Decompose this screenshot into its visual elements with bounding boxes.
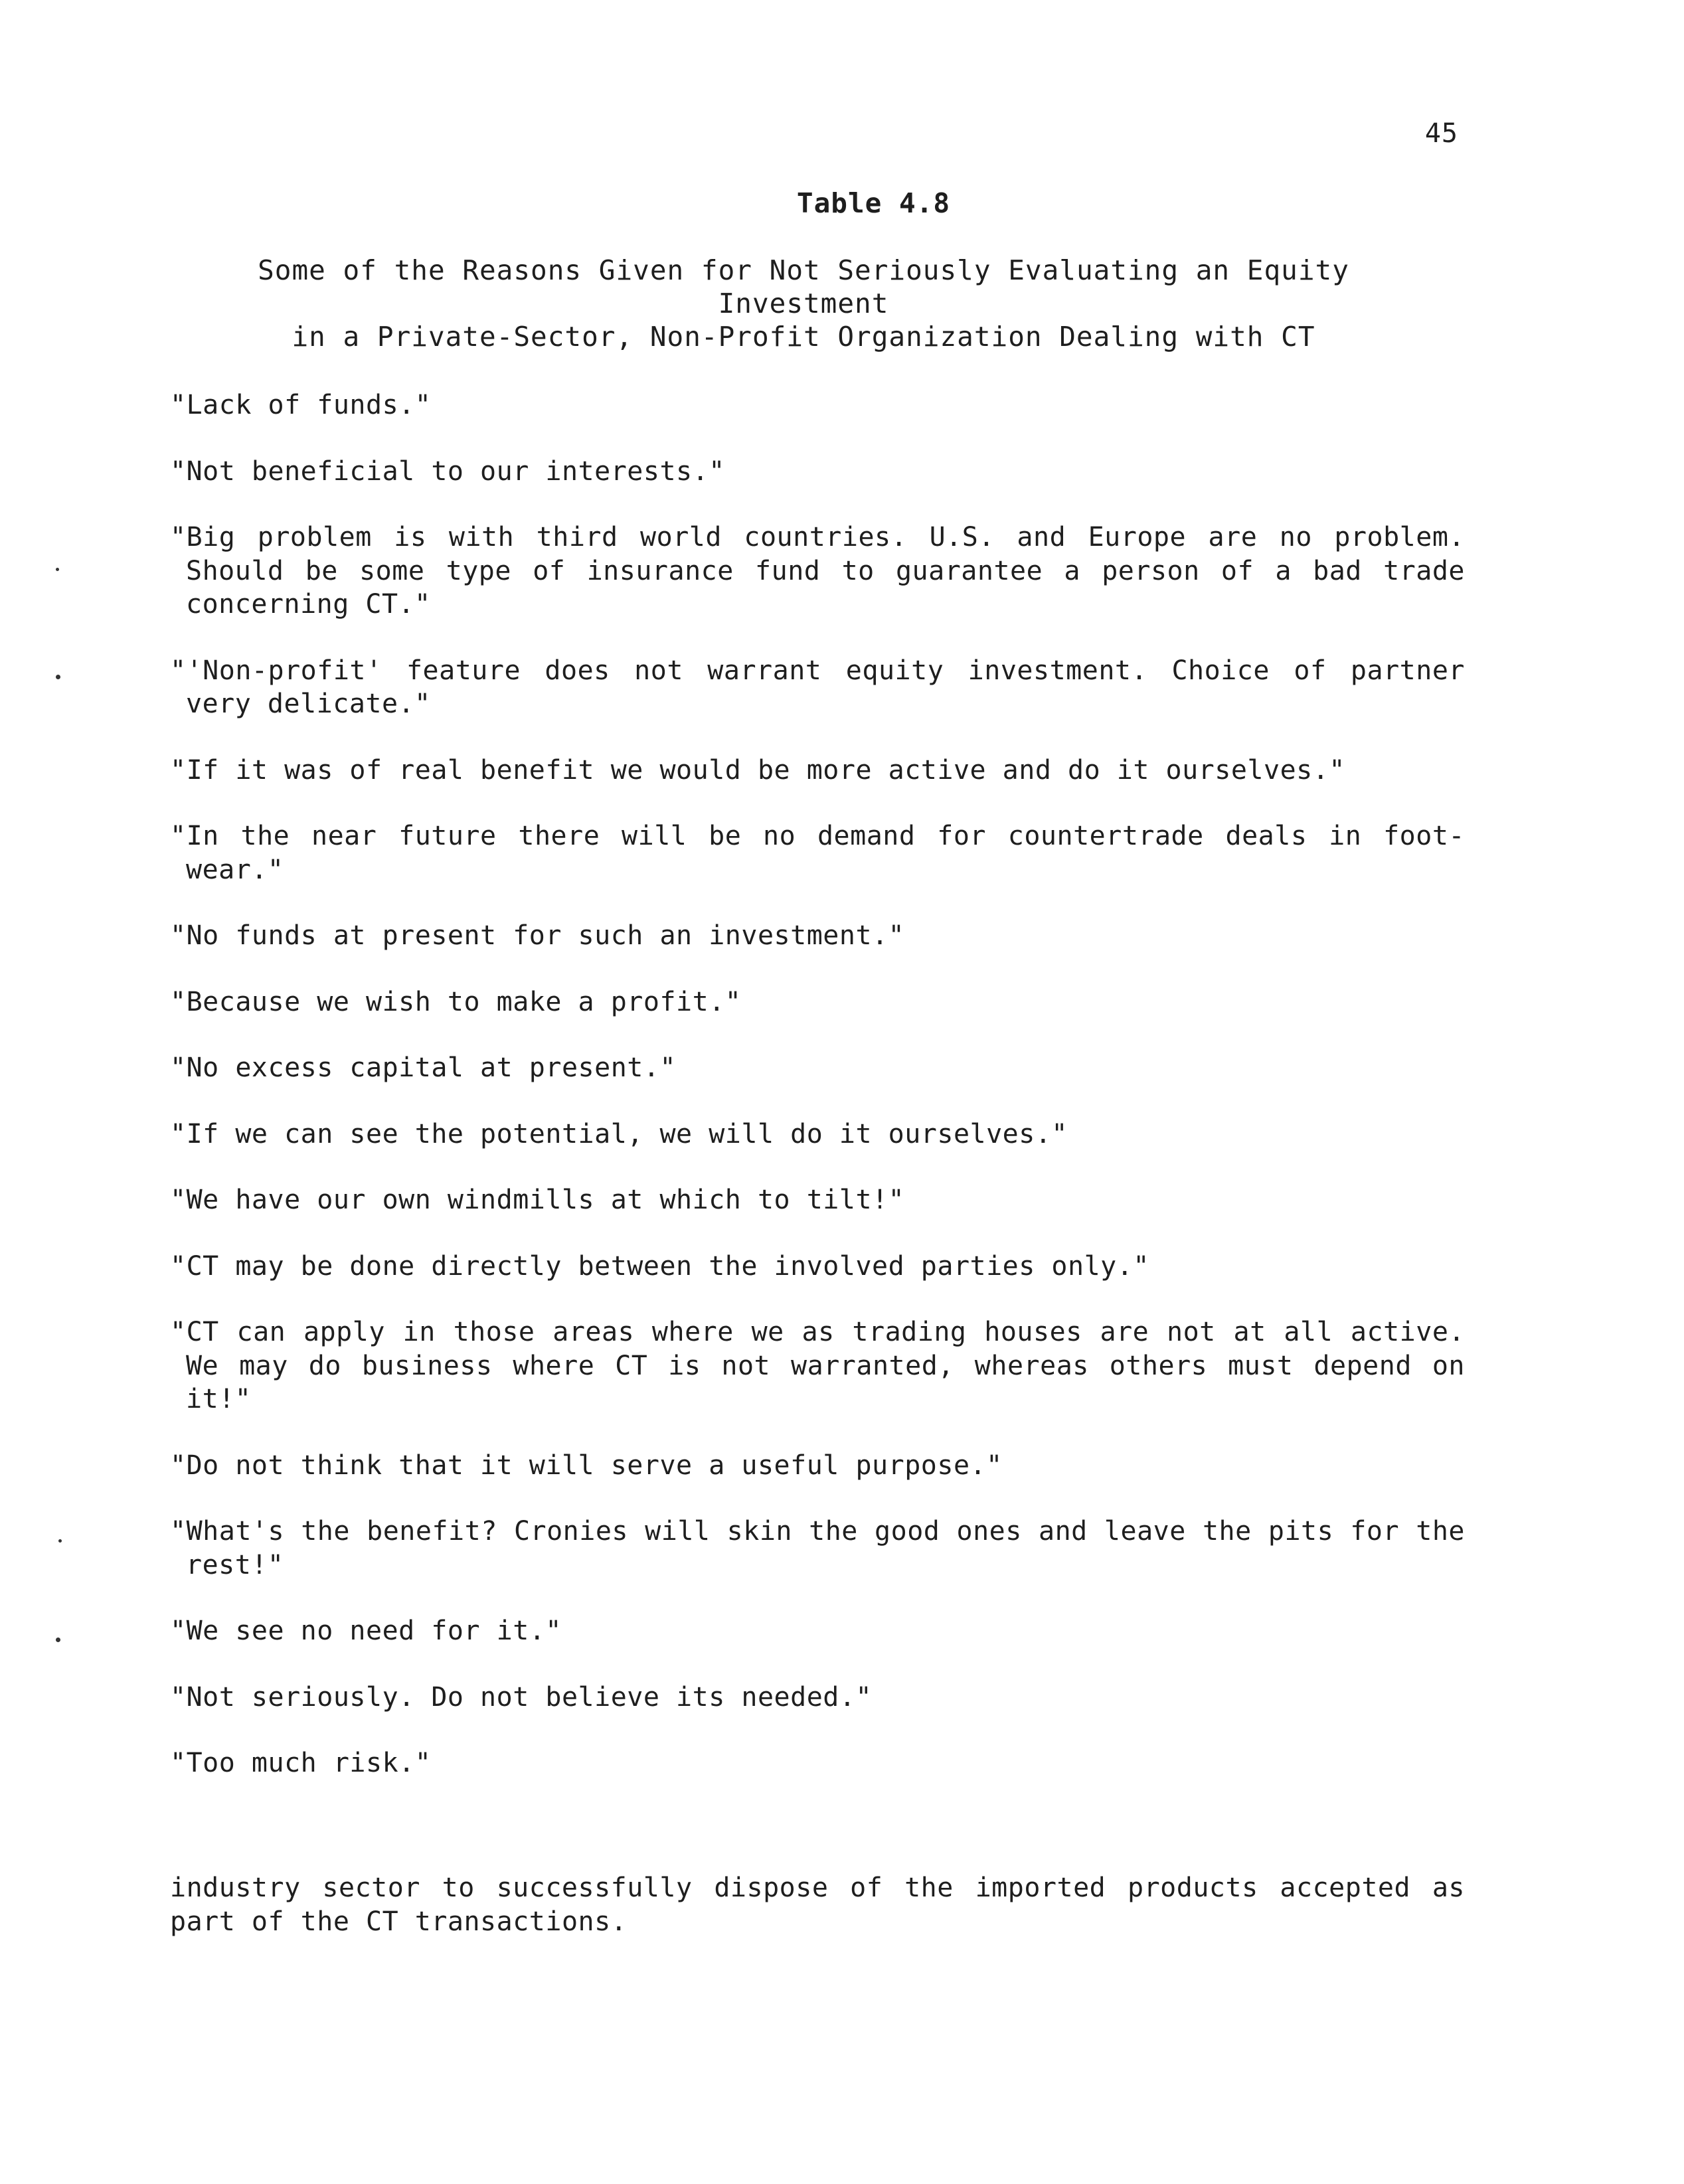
quote-item: "Because we wish to make a profit." (170, 986, 742, 1017)
quote-item: "Lack of funds." (170, 390, 432, 420)
quote-item: "If we can see the potential, we will do it ourselves." (170, 1118, 1068, 1149)
table-caption (166, 254, 1441, 353)
quote-item: "'Non-profit' feature does not warrant equity investment. Choice of partner very delicate." (170, 655, 1465, 719)
body-paragraph: industry sector to successfully dispose of the imported products accepted as part of the CT transactions. (170, 1873, 1465, 1937)
quote-item: "In the near future there will be no demand for countertrade deals in foot-wear." (170, 821, 1465, 885)
page-number: 45 (1424, 118, 1458, 149)
quote-item: "CT may be done directly between the involved parties only." (170, 1250, 1149, 1282)
scan-speck (56, 568, 59, 571)
caption-line-2: in a Private-Sector, Non-Profit Organization Dealing with CT (292, 321, 1315, 353)
quote-item: "Do not think that it will serve a useful purpose." (170, 1450, 1003, 1481)
quote-item: "If it was of real benefit we would be more active and do it ourselves." (170, 754, 1345, 786)
quote-item: "We have our own windmills at which to tilt!" (170, 1185, 905, 1215)
scan-speck (58, 1539, 62, 1543)
table-title: Table 4.8 (796, 187, 951, 219)
caption-line-1: Some of the Reasons Given for Not Seriously Evaluating an Equity Investment (258, 254, 1349, 319)
quote-item: "We see no need for it." (170, 1616, 562, 1646)
quote-item: "Too much risk." (170, 1748, 432, 1778)
quote-item: "CT can apply in those areas where we as trading houses are not at all active. We may do business where CT is not warranted, whereas others must depend on it!" (170, 1317, 1465, 1414)
quote-list (170, 388, 1465, 1813)
quote-item: "Big problem is with third world countries. U.S. and Europe are no problem. Should be some type of insurance fund to guarantee a person of a bad trade concerning CT." (170, 522, 1465, 620)
quote-item: "No funds at present for such an investment." (170, 920, 905, 951)
quote-item: "Not seriously. Do not believe its needed." (170, 1681, 873, 1713)
quote-item: "No excess capital at present." (170, 1052, 677, 1083)
quote-item: "What's the benefit? Cronies will skin the good ones and leave the pits for the rest!" (170, 1516, 1465, 1580)
scan-speck (56, 1638, 60, 1642)
quote-item: "Not beneficial to our interests." (170, 456, 725, 487)
scan-speck (56, 675, 60, 679)
